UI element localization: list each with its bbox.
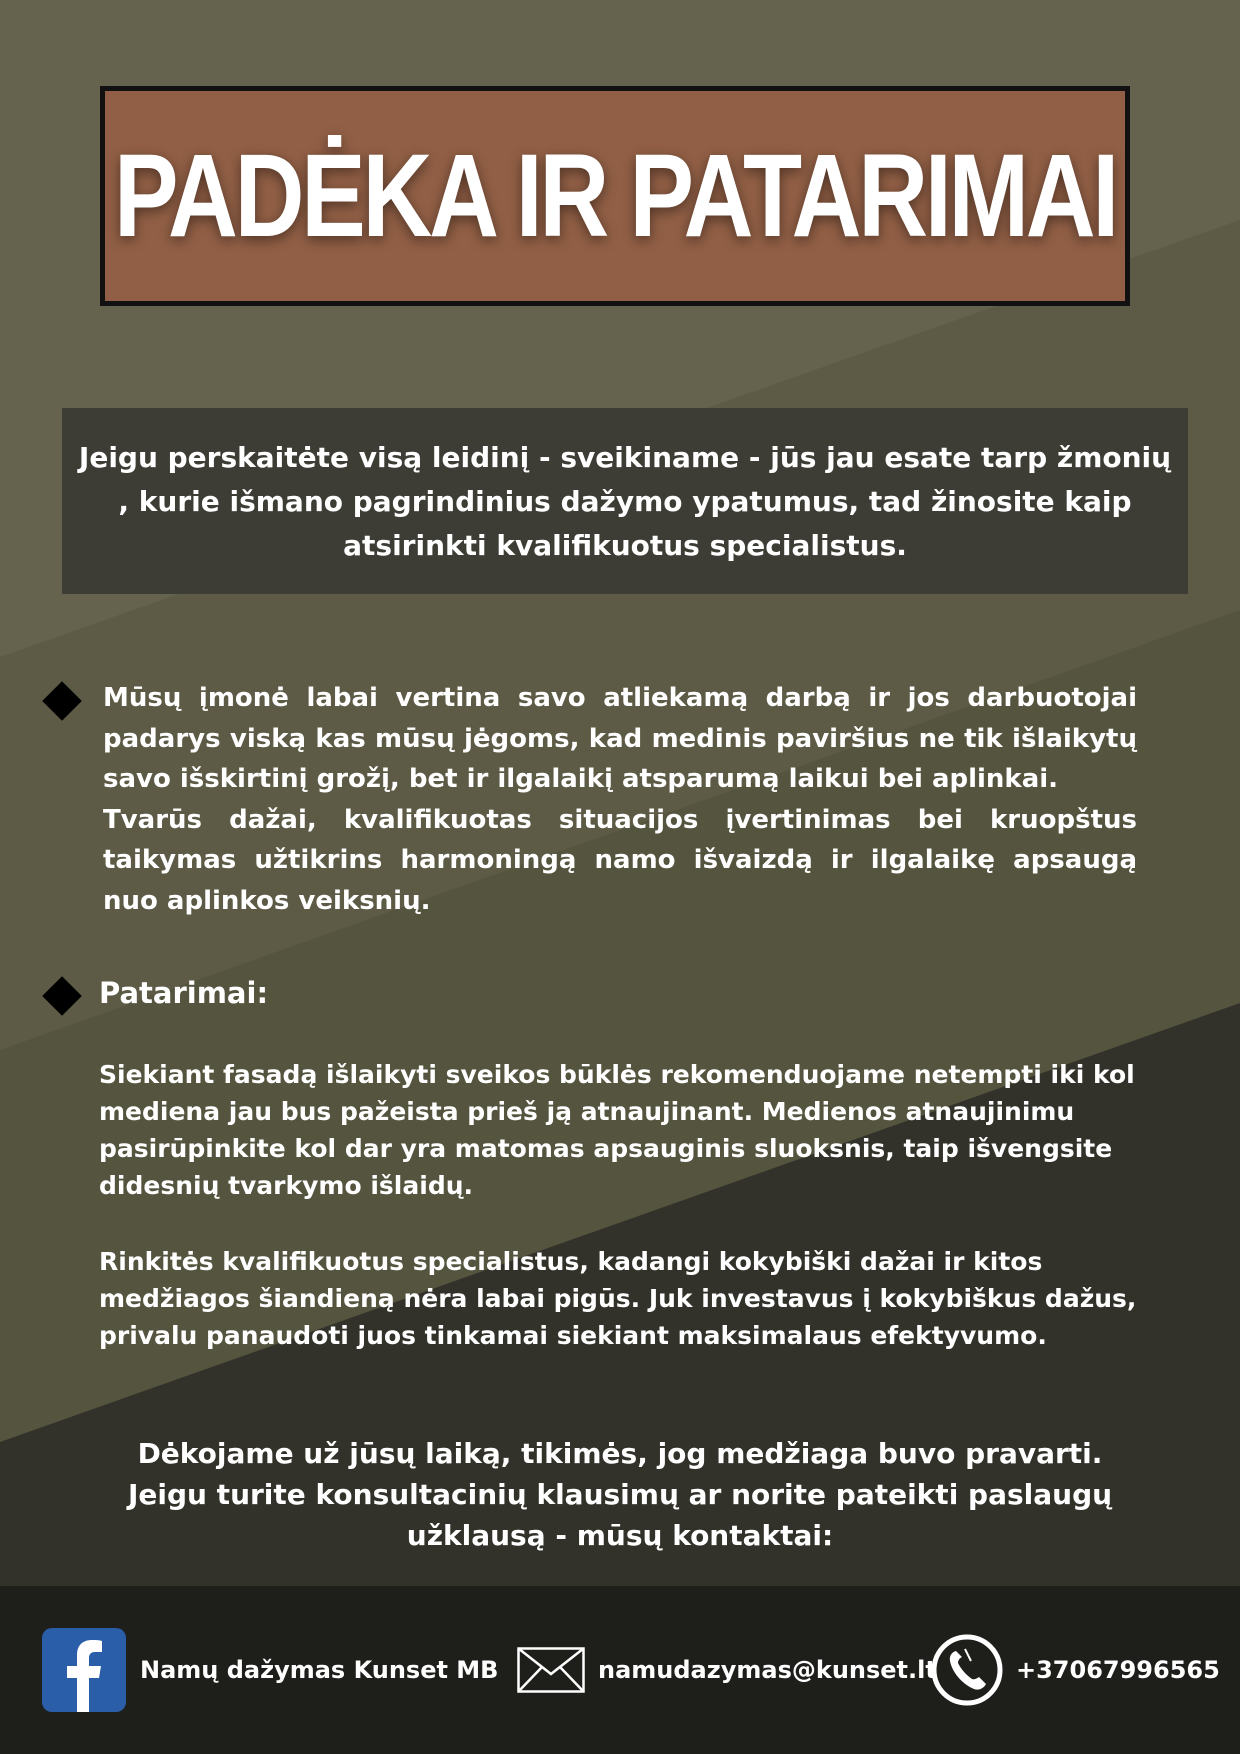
intro-text: Jeigu perskaitėte visą leidinį - sveikiname - jūs jau esate tarp žmonių , kurie išmano pagrindinius dažymo ypatumus, tad žinosite kaip atsirinkti kvalifikuotus specialistus. <box>78 441 1172 562</box>
company-paragraph-line: Mūsų įmonė labai vertina savo atliekamą darbą ir jos darbuotojai padarys viską kas mūsų jėgoms, kad medinis paviršius ne tik išlaikytų savo išskirtinį grožį, bet ir ilgalaikį atsparumą laikui bei aplinkai. <box>103 683 1137 794</box>
facebook-icon[interactable] <box>42 1628 126 1712</box>
intro-box <box>62 408 1188 594</box>
tip-paragraph: Rinkitės kvalifikuotus specialistus, kadangi kokybiški dažai ir kitos medžiagos šiandieną nėra labai pigūs. Juk investavus į kokybiškus dažus, privalu panaudoti juos tinkamai siekiant maksimalaus efektyvumo. <box>99 1247 1137 1350</box>
company-paragraph-line: Tvarūs dažai, kvalifikuotas situacijos įvertinimas bei kruopštus taikymas užtikrins harmoningą namo išvaizdą ir ilgalaikę apsaugą nuo aplinkos veiksnių. <box>103 804 1137 916</box>
page-title: PADĖKA IR PATARIMAI <box>114 130 1117 262</box>
tips-heading: Patarimai: <box>99 976 269 1010</box>
title-banner <box>100 86 1130 306</box>
facebook-link[interactable]: Namų dažymas Kunset MB <box>140 1656 499 1684</box>
thanks-text: Dėkojame už jūsų laiką, tikimės, jog medžiaga buvo pravarti. Jeigu turite konsultacinių klausimų ar norite pateikti paslaugų užklausą - mūsų kontaktai: <box>127 1437 1113 1552</box>
tip-paragraph: Siekiant fasadą išlaikyti sveikos būklės rekomenduojame netempti iki kol mediena jau bus pažeista prieš ją atnaujinant. Medienos atnaujinimu pasirūpinkite kol dar yra matomas apsauginis sluoksnis, taip išvengsite didesnių tvarkymo išlaidų. <box>99 1060 1135 1200</box>
phone-icon[interactable] <box>930 1633 1004 1707</box>
email-link[interactable]: namudazymas@kunset.lt <box>598 1656 937 1684</box>
mail-icon[interactable] <box>517 1647 585 1693</box>
phone-number[interactable]: +37067996565 <box>1016 1656 1220 1684</box>
company-paragraph <box>103 678 1137 921</box>
